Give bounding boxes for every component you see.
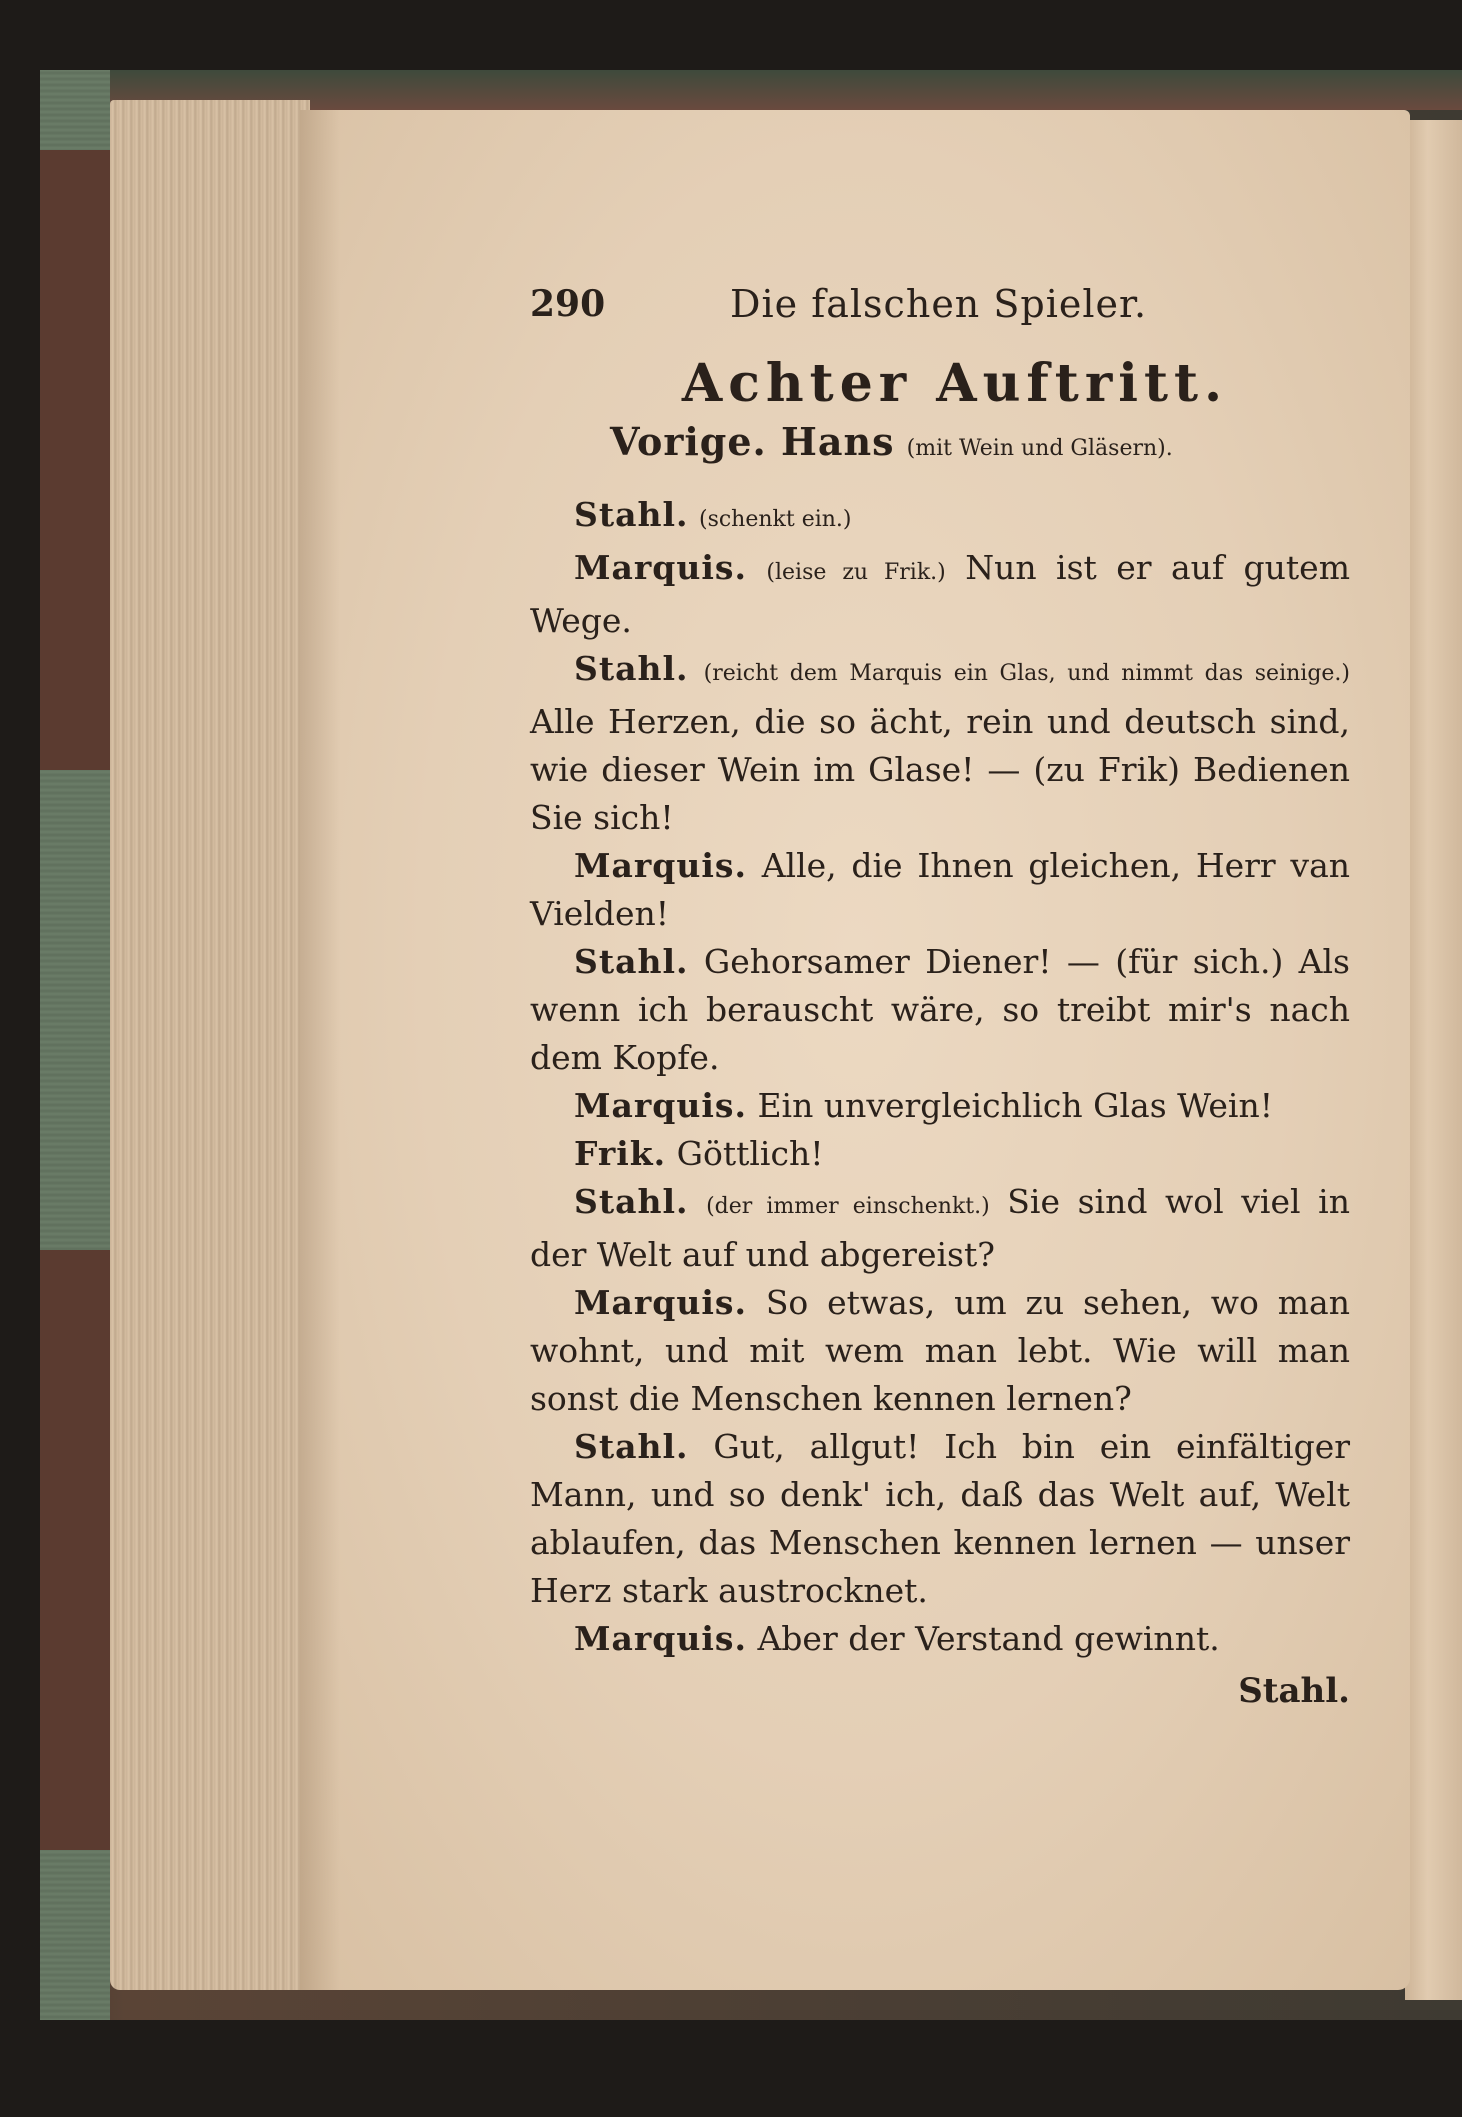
catchword: Stahl. (1238, 1671, 1350, 1711)
dialogue-text: Nun ist er auf gutem Wege. (530, 548, 1350, 640)
stage-direction: (mit Wein und Gläsern). (906, 436, 1173, 461)
speaker-name: Stahl. (574, 942, 689, 981)
speaker-name: Marquis. (574, 1086, 747, 1125)
speaker-name: Frik. (574, 1134, 667, 1173)
speaker-name: Stahl. (574, 649, 689, 688)
leather-band (40, 150, 110, 770)
dialogue (530, 491, 1350, 1663)
stage-direction: (leise zu Frik.) (766, 560, 946, 585)
character-list (530, 418, 1350, 473)
stage-direction: (reicht dem Marquis ein Glas, und nimmt das seinige.) (703, 661, 1350, 686)
dialogue-paragraph (530, 645, 1350, 842)
dialogue-paragraph (530, 1423, 1350, 1615)
speaker-name: Stahl. (574, 1182, 689, 1221)
dialogue-paragraph (530, 1279, 1350, 1423)
page-edges (110, 100, 310, 1990)
speaker-name: Stahl. (574, 495, 689, 534)
dialogue-paragraph (530, 544, 1350, 645)
stage-direction: (schenkt ein.) (698, 507, 852, 532)
stage-direction: (der immer einschenkt.) (706, 1194, 990, 1219)
leather-band (40, 1250, 110, 1850)
speaker-name: Marquis. (574, 1619, 747, 1658)
page-text (530, 280, 1350, 1715)
speaker-name: Marquis. (574, 846, 747, 885)
facing-page-edge (1405, 120, 1462, 2000)
dialogue-text: Ein unvergleichlich Glas Wein! (757, 1086, 1273, 1125)
dialogue-text: Sie sind wol viel in der Welt auf und abgereist? (530, 1182, 1350, 1274)
gutter-shadow (300, 110, 340, 1990)
dialogue-text: Gehorsamer Diener! — (für sich.) Als wenn ich berauscht wäre, so treibt mir's nach dem Kopfe. (530, 942, 1350, 1077)
dialogue-text: Gut, allgut! Ich bin ein einfältiger Mann, und so denk' ich, daß das Welt auf, Welt ablaufen, das Menschen kennen lernen — unser Herz stark austrocknet. (530, 1427, 1350, 1610)
page-header (530, 280, 1350, 340)
dialogue-text: Aber der Verstand gewinnt. (757, 1619, 1220, 1658)
dialogue-paragraph (530, 1615, 1350, 1663)
speaker-name: Marquis. (574, 1283, 747, 1322)
speaker-name: Marquis. (574, 548, 747, 587)
book-spine (40, 70, 110, 2020)
dialogue-text: Alle, die Ihnen gleichen, Herr van Vielden! (530, 846, 1351, 933)
dialogue-paragraph (530, 842, 1350, 938)
book-top-edge (110, 70, 1462, 110)
speaker-name: Stahl. (574, 1427, 689, 1466)
dialogue-text: Alle Herzen, die so ächt, rein und deutsch sind, wie dieser Wein im Glase! — (zu Frik) Bedienen Sie sich! (530, 702, 1350, 837)
dialogue-paragraph (530, 1178, 1350, 1279)
scene-title: Achter Auftritt. (681, 353, 1229, 414)
dialogue-paragraph (530, 1082, 1350, 1130)
character-names: Vorige. Hans (610, 419, 895, 464)
dialogue-paragraph (530, 491, 1350, 544)
dialogue-text: Göttlich! (676, 1134, 824, 1173)
running-head: Die falschen Spieler. (730, 282, 1148, 326)
dialogue-text: So etwas, um zu sehen, wo man wohnt, und mit wem man lebt. Wie will man sonst die Menschen kennen lernen? (530, 1283, 1350, 1418)
dialogue-paragraph (530, 938, 1350, 1082)
page-number: 290 (530, 283, 606, 325)
dialogue-paragraph (530, 1130, 1350, 1178)
